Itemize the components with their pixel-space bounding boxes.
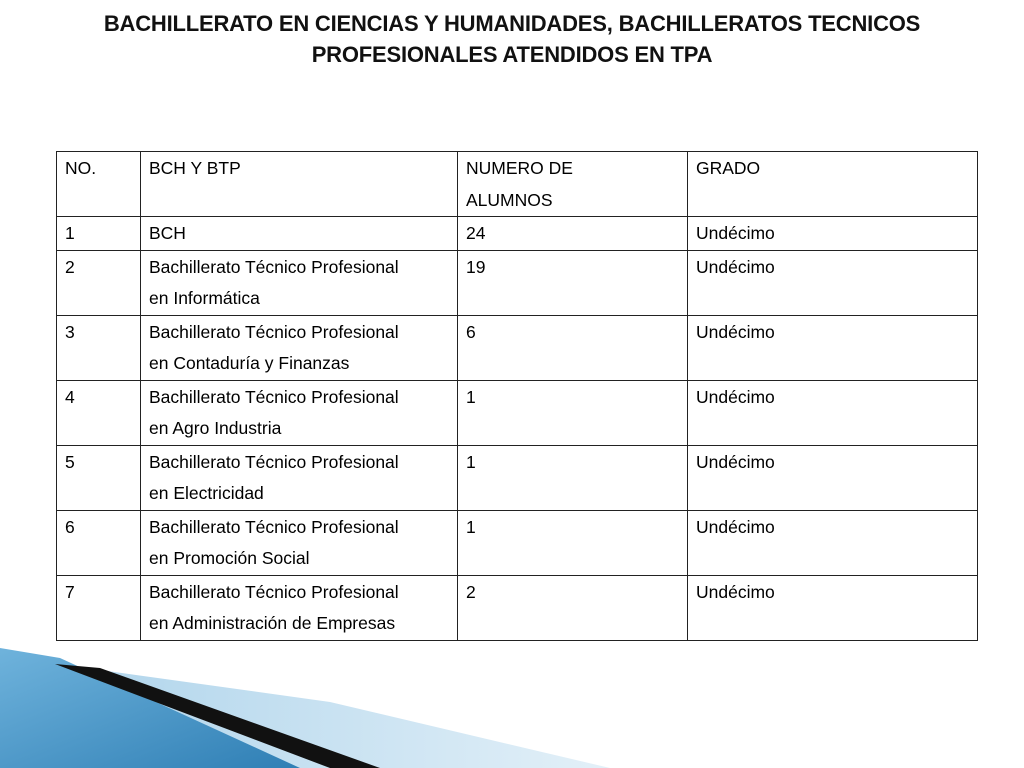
cell-program-line-1: Bachillerato Técnico Profesional xyxy=(149,516,399,537)
header-grade: GRADO xyxy=(688,152,978,217)
table-row xyxy=(57,250,978,315)
cell-no: 5 xyxy=(57,445,141,510)
cell-grade: Undécimo xyxy=(688,315,978,380)
cell-no: 6 xyxy=(57,510,141,575)
cell-no: 3 xyxy=(57,315,141,380)
cell-program: BCH xyxy=(141,217,458,251)
slide-title xyxy=(40,8,984,70)
cell-no: 2 xyxy=(57,250,141,315)
cell-grade: Undécimo xyxy=(688,510,978,575)
cell-program-line-2: en Informática xyxy=(149,288,260,308)
cell-program-line-2: en Administración de Empresas xyxy=(149,613,396,633)
cell-students: 1 xyxy=(458,510,688,575)
header-students xyxy=(458,152,688,217)
header-program: BCH Y BTP xyxy=(141,152,458,217)
table-row xyxy=(57,380,978,445)
cell-students: 1 xyxy=(458,445,688,510)
cell-program-line-1: Bachillerato Técnico Profesional xyxy=(149,321,399,342)
header-students-line-2: ALUMNOS xyxy=(466,189,553,210)
cell-program xyxy=(141,510,458,575)
cell-students: 24 xyxy=(458,217,688,251)
cell-grade: Undécimo xyxy=(688,217,978,251)
slide-title-line-2: PROFESIONALES ATENDIDOS EN TPA xyxy=(311,42,713,67)
cell-students: 1 xyxy=(458,380,688,445)
cell-program-line-1: Bachillerato Técnico Profesional xyxy=(149,581,399,602)
cell-program-line-2: en Promoción Social xyxy=(149,548,310,568)
cell-program xyxy=(141,250,458,315)
table-row xyxy=(57,510,978,575)
table-row xyxy=(57,445,978,510)
table-header-row xyxy=(57,152,978,217)
cell-grade: Undécimo xyxy=(688,445,978,510)
cell-program xyxy=(141,380,458,445)
cell-program-line-1: Bachillerato Técnico Profesional xyxy=(149,386,399,407)
cell-program-line-2: en Electricidad xyxy=(149,483,264,503)
cell-no: 1 xyxy=(57,217,141,251)
cell-program xyxy=(141,315,458,380)
cell-grade: Undécimo xyxy=(688,380,978,445)
cell-grade: Undécimo xyxy=(688,250,978,315)
table-row xyxy=(57,315,978,380)
programs-table xyxy=(56,151,978,641)
cell-program-line-2: en Agro Industria xyxy=(149,418,282,438)
slide-title-line-1: BACHILLERATO EN CIENCIAS Y HUMANIDADES, BACHILLERATOS TECNICOS xyxy=(103,11,921,36)
cell-students: 2 xyxy=(458,575,688,640)
cell-program-line-2: en Contaduría y Finanzas xyxy=(149,353,350,373)
cell-program-line-1: Bachillerato Técnico Profesional xyxy=(149,256,399,277)
cell-grade: Undécimo xyxy=(688,575,978,640)
cell-no: 4 xyxy=(57,380,141,445)
table-row xyxy=(57,217,978,251)
header-no: NO. xyxy=(57,152,141,217)
slide-corner-decoration xyxy=(0,620,1024,768)
header-students-line-1: NUMERO DE xyxy=(466,158,573,178)
cell-students: 6 xyxy=(458,315,688,380)
cell-program-line-1: Bachillerato Técnico Profesional xyxy=(149,451,399,472)
cell-program xyxy=(141,445,458,510)
cell-no: 7 xyxy=(57,575,141,640)
cell-students: 19 xyxy=(458,250,688,315)
